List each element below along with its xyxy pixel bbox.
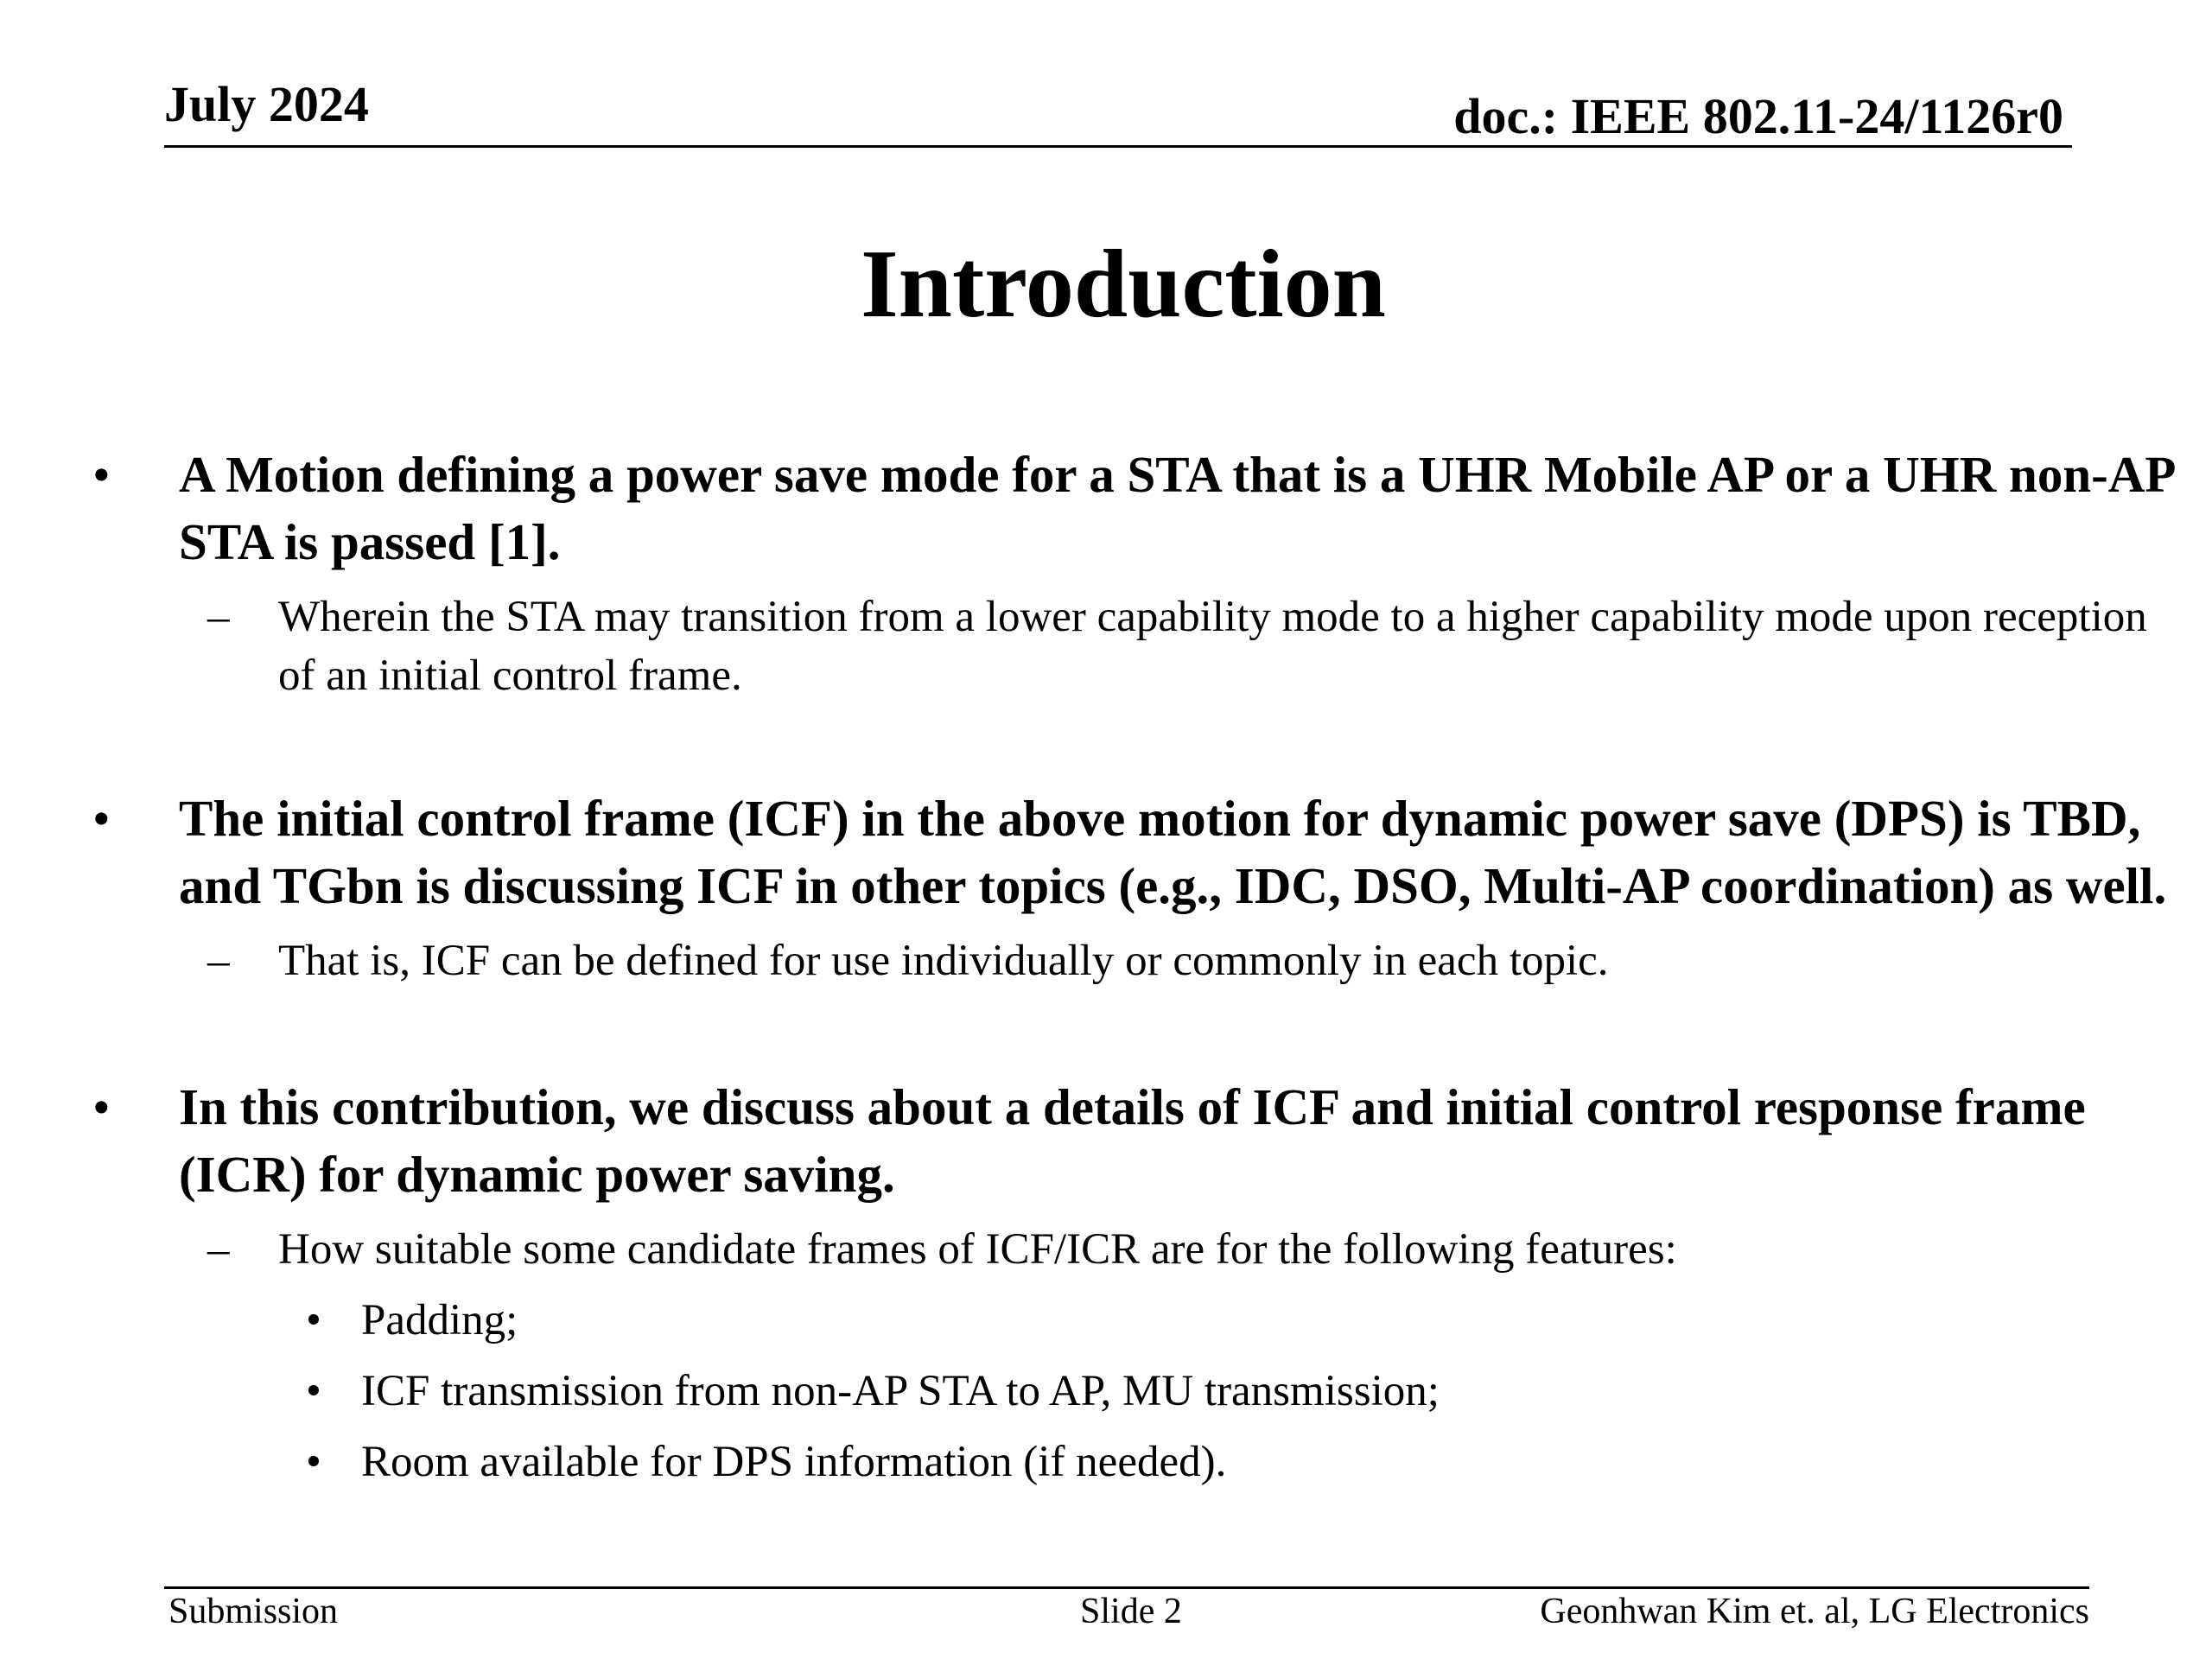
bullet-3-sub-1-text: How suitable some candidate frames of ICF/ICR are for the following features:	[278, 1225, 1677, 1274]
bullet-3-text: In this contribution, we discuss about a details of ICF and initial control response frame (ICR) for dynamic power saving.	[179, 1078, 2086, 1203]
bullet-3-subsub-1	[0, 1291, 2212, 1350]
bullet-marker: •	[306, 1367, 321, 1415]
footer-author: Geonhwan Kim et. al, LG Electronics	[1540, 1592, 2089, 1631]
dash-marker: –	[207, 1225, 230, 1274]
bullet-3-subsub-3-text: Room available for DPS information (if needed).	[361, 1438, 1227, 1486]
bullet-3-subsub-2-text: ICF transmission from non-AP STA to AP, MU transmission;	[361, 1367, 1440, 1415]
bullet-marker: •	[306, 1438, 321, 1486]
dash-marker: –	[207, 593, 230, 641]
header-date: July 2024	[164, 76, 369, 132]
bullet-marker: •	[92, 1078, 111, 1135]
slide-title: Introduction	[861, 231, 1386, 338]
bullet-marker: •	[92, 446, 111, 503]
header-divider	[164, 145, 2072, 148]
bullet-3-subsub-3	[0, 1433, 2212, 1491]
bullet-2	[0, 785, 2212, 919]
bullet-1-sub-1	[0, 588, 2212, 705]
bullet-marker: •	[92, 790, 111, 847]
bullet-3-subsub-1-text: Padding;	[361, 1296, 518, 1344]
bullet-1-text: A Motion defining a power save mode for a STA that is a UHR Mobile AP or a UHR non-AP STA is passed [1].	[179, 446, 2174, 570]
bullet-2-sub-1	[0, 931, 2212, 990]
bullet-2-sub-1-text: That is, ICF can be defined for use individually or commonly in each topic.	[278, 937, 1609, 985]
bullet-2-text: The initial control frame (ICF) in the above motion for dynamic power save (DPS) is TBD, and TGbn is discussing ICF in other topics (e.g., IDC, DSO, Multi-AP coordination) as well.	[179, 790, 2167, 914]
bullet-1-sub-1-text: Wherein the STA may transition from a lower capability mode to a higher capability mode upon reception of an initial control frame.	[278, 593, 2147, 700]
footer-slide-number: Slide 2	[1080, 1592, 1182, 1631]
bullet-3-sub-1	[0, 1220, 2212, 1279]
header-doc-id: doc.: IEEE 802.11-24/1126r0	[1453, 88, 2063, 144]
bullet-1	[0, 441, 2212, 575]
bullet-marker: •	[306, 1296, 321, 1344]
dash-marker: –	[207, 937, 230, 985]
bullet-3	[0, 1073, 2212, 1208]
footer-submission: Submission	[168, 1592, 339, 1631]
slide-body	[0, 441, 2212, 1491]
footer-divider	[164, 1586, 2089, 1589]
bullet-3-subsub-2	[0, 1362, 2212, 1421]
